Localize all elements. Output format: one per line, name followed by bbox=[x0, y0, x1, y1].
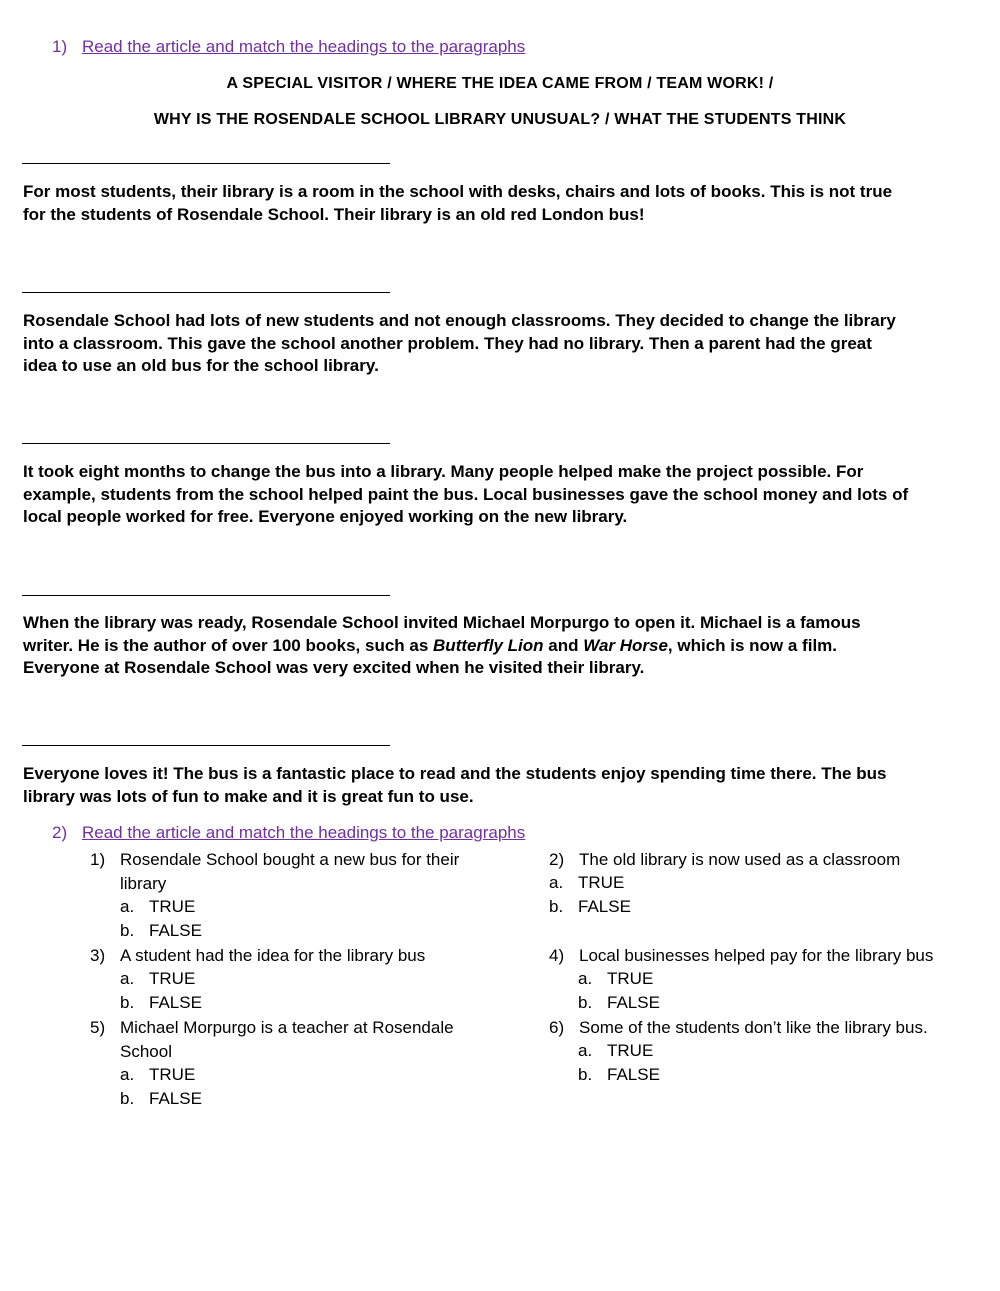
question-1-text-line-2: library bbox=[120, 874, 167, 893]
option-letter: b. bbox=[120, 993, 135, 1012]
heading-answer-line-3 bbox=[22, 443, 390, 444]
question-6-text-line-1: Some of the students don’t like the library bus. bbox=[579, 1018, 928, 1037]
question-2-text-line-1: The old library is now used as a classroom bbox=[579, 850, 901, 869]
paragraph-4-line-2-part-3: , which is now a film. bbox=[667, 635, 838, 655]
paragraph-5 bbox=[23, 763, 973, 808]
question-4-number: 4) bbox=[549, 946, 565, 965]
option-letter: b. bbox=[578, 1065, 593, 1084]
heading-answer-line-2 bbox=[22, 292, 390, 293]
option-letter: b. bbox=[120, 921, 135, 940]
paragraph-2-line-1: Rosendale School had lots of new students and not enough classrooms. They decided to change the library bbox=[23, 311, 896, 330]
headings-list-line-2: WHY IS THE ROSENDALE SCHOOL LIBRARY UNUSUAL? / WHAT THE STUDENTS THINK bbox=[153, 111, 847, 128]
option-text: FALSE bbox=[149, 921, 202, 940]
question-5-text-line-1: Michael Morpurgo is a teacher at Rosendale bbox=[120, 1018, 454, 1037]
option-text: FALSE bbox=[607, 1065, 660, 1084]
headings-list-line-1: A SPECIAL VISITOR / WHERE THE IDEA CAME FROM / TEAM WORK! / bbox=[226, 75, 774, 92]
option-text: TRUE bbox=[607, 969, 654, 988]
question-4-text-line-1: Local businesses helped pay for the library bus bbox=[579, 946, 934, 965]
paragraph-3 bbox=[23, 461, 973, 529]
paragraph-1-line-1: For most students, their library is a room in the school with desks, chairs and lots of books. This is not true bbox=[23, 182, 893, 201]
paragraph-4-line-3: Everyone at Rosendale School was very excited when he visited their library. bbox=[23, 658, 645, 677]
option-letter: b. bbox=[120, 1089, 135, 1108]
book-title-war-horse: War Horse bbox=[583, 635, 668, 655]
book-title-butterfly-lion: Butterfly Lion bbox=[433, 635, 544, 655]
option-text: TRUE bbox=[149, 969, 196, 988]
paragraph-4-line-1: When the library was ready, Rosendale School invited Michael Morpurgo to open it. Michael is a famous bbox=[23, 613, 861, 632]
option-text: TRUE bbox=[578, 873, 625, 892]
option-text: TRUE bbox=[149, 1065, 196, 1084]
option-letter: b. bbox=[578, 993, 593, 1012]
section-1-number: 1) bbox=[52, 37, 68, 56]
question-1-number: 1) bbox=[90, 850, 106, 869]
paragraph-4 bbox=[23, 612, 973, 680]
paragraph-2 bbox=[23, 310, 973, 378]
paragraph-3-line-1: It took eight months to change the bus into a library. Many people helped make the project possible. For bbox=[23, 462, 864, 481]
section-1-heading bbox=[52, 37, 525, 57]
question-1-text-line-1: Rosendale School bought a new bus for their bbox=[120, 850, 460, 869]
option-letter: a. bbox=[578, 969, 593, 988]
option-text: TRUE bbox=[607, 1041, 654, 1060]
option-letter: a. bbox=[120, 897, 135, 916]
heading-answer-line-4 bbox=[22, 595, 390, 596]
paragraph-5-line-2: library was lots of fun to make and it is great fun to use. bbox=[23, 786, 474, 806]
paragraph-1 bbox=[23, 181, 973, 226]
section-1-title: Read the article and match the headings to the paragraphs bbox=[82, 37, 526, 56]
question-2-number: 2) bbox=[549, 850, 565, 869]
paragraph-2-line-3: idea to use an old bus for the school library. bbox=[23, 356, 379, 375]
option-text: FALSE bbox=[607, 993, 660, 1012]
heading-answer-line-1 bbox=[22, 163, 390, 164]
paragraph-1-line-2: for the students of Rosendale School. Their library is an old red London bus! bbox=[23, 204, 645, 224]
section-2-title: Read the article and match the headings to the paragraphs bbox=[82, 823, 526, 842]
option-letter: a. bbox=[120, 1065, 135, 1084]
question-5-number: 5) bbox=[90, 1018, 106, 1037]
section-2-heading bbox=[52, 823, 525, 843]
question-3-text-line-1: A student had the idea for the library bus bbox=[120, 946, 426, 965]
paragraph-5-line-1: Everyone loves it! The bus is a fantastic place to read and the students enjoy spending time there. The bus bbox=[23, 764, 887, 783]
question-6-number: 6) bbox=[549, 1018, 565, 1037]
paragraph-4-line-2-part-2: and bbox=[543, 635, 584, 655]
option-letter: b. bbox=[549, 897, 564, 916]
paragraph-4-line-2 bbox=[23, 635, 973, 658]
question-5-text-line-2: School bbox=[120, 1042, 172, 1061]
heading-answer-line-5 bbox=[22, 745, 390, 746]
option-text: TRUE bbox=[149, 897, 196, 916]
option-letter: a. bbox=[578, 1041, 593, 1060]
option-text: FALSE bbox=[578, 897, 631, 916]
option-text: FALSE bbox=[149, 993, 202, 1012]
question-3-number: 3) bbox=[90, 946, 106, 965]
paragraph-3-line-3: local people worked for free. Everyone enjoyed working on the new library. bbox=[23, 507, 628, 526]
paragraph-3-line-2: example, students from the school helped paint the bus. Local businesses gave the school money and lots of bbox=[23, 484, 909, 504]
section-2-number: 2) bbox=[52, 823, 68, 842]
paragraph-4-line-2-part-1: writer. He is the author of over 100 books, such as bbox=[23, 635, 434, 655]
paragraph-2-line-2: into a classroom. This gave the school another problem. They had no library. Then a parent had the great bbox=[23, 333, 872, 353]
option-letter: a. bbox=[120, 969, 135, 988]
option-text: FALSE bbox=[149, 1089, 202, 1108]
option-letter: a. bbox=[549, 873, 564, 892]
